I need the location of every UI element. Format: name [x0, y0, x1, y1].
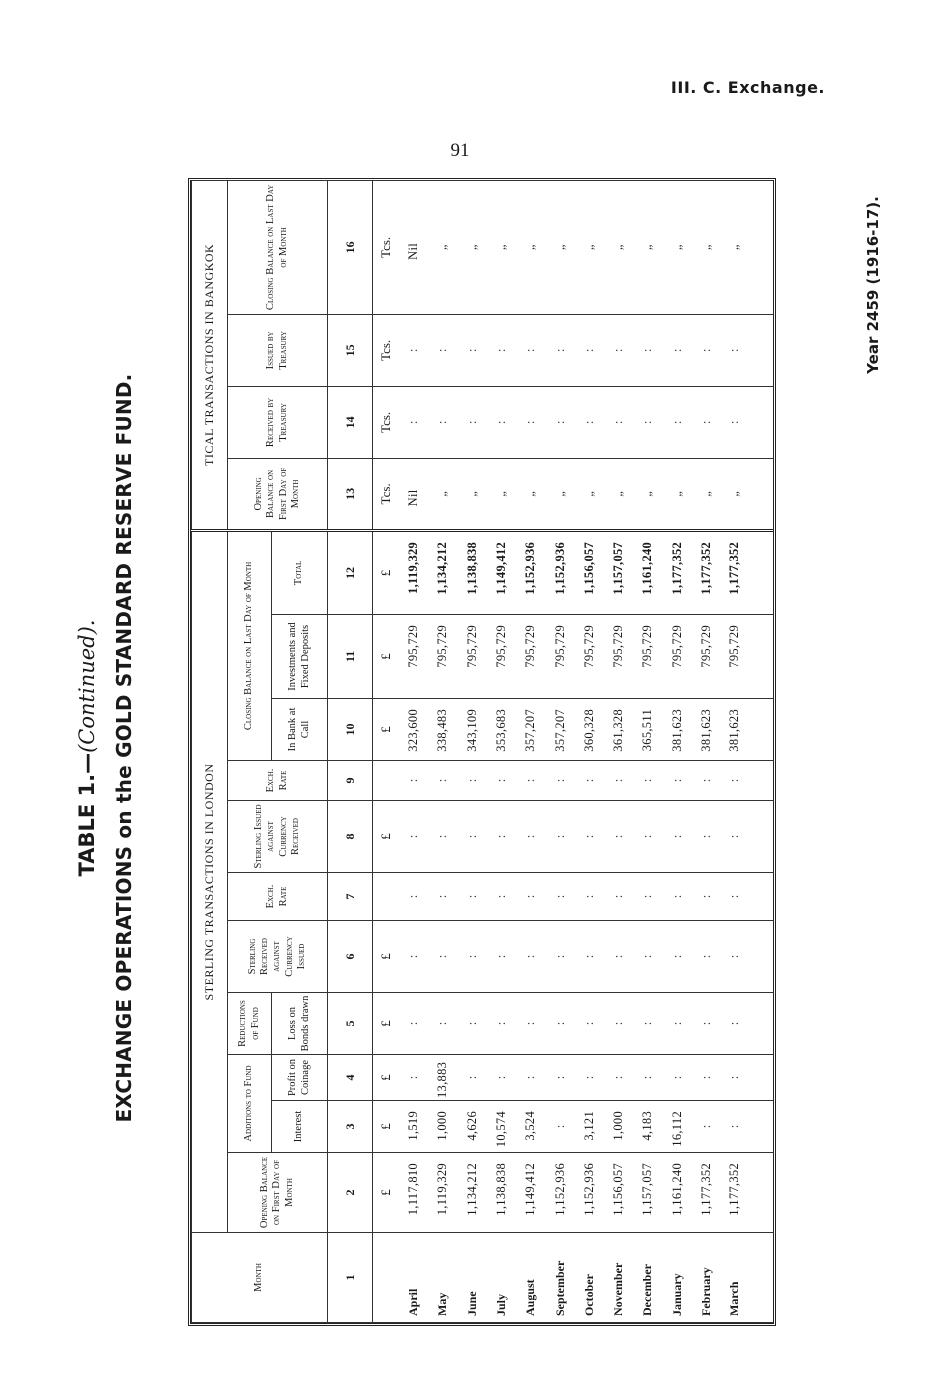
value-cell-col-10: 357,207 — [516, 699, 545, 761]
value-cell-col-13: „ — [663, 458, 692, 530]
value-cell-col-8: : — [428, 801, 457, 873]
value-cell-col-15: : — [487, 314, 516, 386]
value-cell-col-4: : — [604, 1055, 633, 1101]
unit-label — [373, 1233, 400, 1323]
unit-label: £ — [373, 993, 400, 1055]
header-reductions: Reductions of Fund — [228, 993, 272, 1055]
value-cell-col-8: : — [458, 801, 487, 873]
value-cell-col-2: 1,134,212 — [458, 1153, 487, 1233]
value-cell-col-13: „ — [516, 458, 545, 530]
value-cell-col-8: : — [487, 801, 516, 873]
column-number: 14 — [328, 386, 373, 458]
header-interest: Interest — [272, 1101, 328, 1153]
value-cell-col-11: 795,729 — [663, 615, 692, 699]
column-number: 10 — [328, 699, 373, 761]
value-cell-col-13: „ — [604, 458, 633, 530]
unit-label: £ — [373, 801, 400, 873]
header-tical-opening: Opening Balance on First Day of Month — [228, 458, 328, 530]
value-cell-col-3: 1,000 — [428, 1101, 457, 1153]
value-cell-col-8: : — [604, 801, 633, 873]
value-cell-col-16: „ — [633, 180, 662, 314]
value-cell-col-14: : — [575, 386, 604, 458]
section-reference: III. C. Exchange. — [670, 78, 825, 97]
value-cell-col-11: 795,729 — [516, 615, 545, 699]
column-number: 12 — [328, 530, 373, 614]
value-cell-col-10: 357,207 — [545, 699, 574, 761]
value-cell-col-16: „ — [458, 180, 487, 314]
value-cell-col-9: : — [604, 761, 633, 801]
value-cell-col-9: : — [458, 761, 487, 801]
value-cell-col-6: : — [458, 921, 487, 993]
value-cell-col-10: 338,483 — [428, 699, 457, 761]
value-cell-col-3: 16,112 — [663, 1101, 692, 1153]
table-row — [575, 180, 604, 1322]
value-cell-col-7: : — [399, 873, 428, 921]
unit-label: £ — [373, 615, 400, 699]
value-cell-col-16: „ — [428, 180, 457, 314]
table-title-continued: (Continued). — [75, 619, 99, 753]
value-cell-col-2: 1,152,936 — [575, 1153, 604, 1233]
column-number: 8 — [328, 801, 373, 873]
value-cell-col-9: : — [663, 761, 692, 801]
value-cell-col-11: 795,729 — [399, 615, 428, 699]
value-cell-col-7: : — [721, 873, 773, 921]
value-cell-col-5: : — [458, 993, 487, 1055]
header-additions: Additions to Fund — [228, 1055, 272, 1153]
column-number-row — [328, 180, 373, 1322]
month-cell: December — [633, 1233, 662, 1323]
value-cell-col-4: : — [516, 1055, 545, 1101]
value-cell-col-13: „ — [428, 458, 457, 530]
value-cell-col-14: : — [633, 386, 662, 458]
column-number: 13 — [328, 458, 373, 530]
month-cell: August — [516, 1233, 545, 1323]
page-number: 91 — [450, 140, 470, 161]
value-cell-col-3: 4,626 — [458, 1101, 487, 1153]
unit-label — [373, 761, 400, 801]
value-cell-col-5: : — [692, 993, 721, 1055]
value-cell-col-15: : — [663, 314, 692, 386]
value-cell-col-13: „ — [458, 458, 487, 530]
header-exch-rate-9: Exch. Rate — [228, 761, 328, 801]
value-cell-col-3: 10,574 — [487, 1101, 516, 1153]
column-number: 4 — [328, 1055, 373, 1101]
value-cell-col-6: : — [692, 921, 721, 993]
value-cell-col-5: : — [545, 993, 574, 1055]
value-cell-col-12: 1,152,936 — [545, 530, 574, 614]
header-exch-rate-7: Exch. Rate — [228, 873, 328, 921]
header-issued-by-treasury: Issued by Treasury — [228, 314, 328, 386]
column-number: 3 — [328, 1101, 373, 1153]
value-cell-col-11: 795,729 — [575, 615, 604, 699]
table-row — [428, 180, 457, 1322]
value-cell-col-8: : — [545, 801, 574, 873]
value-cell-col-12: 1,156,057 — [575, 530, 604, 614]
unit-label: £ — [373, 530, 400, 614]
table-row — [692, 180, 721, 1322]
table-row — [633, 180, 662, 1322]
value-cell-col-2: 1,152,936 — [545, 1153, 574, 1233]
value-cell-col-15: : — [721, 314, 773, 386]
value-cell-col-12: 1,177,352 — [663, 530, 692, 614]
value-cell-col-16: Nil — [399, 180, 428, 314]
unit-label: £ — [373, 1055, 400, 1101]
value-cell-col-14: : — [487, 386, 516, 458]
value-cell-col-3: : — [692, 1101, 721, 1153]
value-cell-col-5: : — [663, 993, 692, 1055]
value-cell-col-4: : — [458, 1055, 487, 1101]
value-cell-col-15: : — [399, 314, 428, 386]
value-cell-col-4: : — [721, 1055, 773, 1101]
value-cell-col-14: : — [516, 386, 545, 458]
value-cell-col-14: : — [428, 386, 457, 458]
value-cell-col-9: : — [516, 761, 545, 801]
value-cell-col-10: 323,600 — [399, 699, 428, 761]
value-cell-col-4: : — [633, 1055, 662, 1101]
unit-label — [373, 873, 400, 921]
value-cell-col-4: : — [399, 1055, 428, 1101]
column-number: 11 — [328, 615, 373, 699]
month-cell: October — [575, 1233, 604, 1323]
value-cell-col-15: : — [604, 314, 633, 386]
unit-label: £ — [373, 921, 400, 993]
value-cell-col-7: : — [604, 873, 633, 921]
value-cell-col-9: : — [428, 761, 457, 801]
value-cell-col-16: „ — [604, 180, 633, 314]
unit-row — [373, 180, 400, 1322]
exchange-operations-table — [191, 180, 773, 1323]
value-cell-col-8: : — [516, 801, 545, 873]
value-cell-col-8: : — [575, 801, 604, 873]
value-cell-col-6: : — [604, 921, 633, 993]
value-cell-col-3: : — [545, 1101, 574, 1153]
value-cell-col-8: : — [633, 801, 662, 873]
value-cell-col-4: : — [663, 1055, 692, 1101]
table-row — [604, 180, 633, 1322]
unit-label: Tcs. — [373, 458, 400, 530]
value-cell-col-2: 1,161,240 — [663, 1153, 692, 1233]
value-cell-col-10: 381,623 — [692, 699, 721, 761]
value-cell-col-10: 365,511 — [633, 699, 662, 761]
value-cell-col-14: : — [721, 386, 773, 458]
value-cell-col-11: 795,729 — [721, 615, 773, 699]
value-cell-col-11: 795,729 — [633, 615, 662, 699]
value-cell-col-16: „ — [487, 180, 516, 314]
column-number: 7 — [328, 873, 373, 921]
value-cell-col-10: 353,683 — [487, 699, 516, 761]
value-cell-col-12: 1,149,412 — [487, 530, 516, 614]
value-cell-col-13: „ — [692, 458, 721, 530]
value-cell-col-3: 1,519 — [399, 1101, 428, 1153]
value-cell-col-5: : — [604, 993, 633, 1055]
value-cell-col-2: 1,117,810 — [399, 1153, 428, 1233]
value-cell-col-5: : — [487, 993, 516, 1055]
month-cell: November — [604, 1233, 633, 1323]
month-cell: July — [487, 1233, 516, 1323]
value-cell-col-12: 1,152,936 — [516, 530, 545, 614]
value-cell-col-15: : — [692, 314, 721, 386]
table-row — [399, 180, 428, 1322]
value-cell-col-11: 795,729 — [487, 615, 516, 699]
value-cell-col-8: : — [692, 801, 721, 873]
value-cell-col-6: : — [428, 921, 457, 993]
month-cell: June — [458, 1233, 487, 1323]
value-cell-col-14: : — [545, 386, 574, 458]
value-cell-col-9: : — [721, 761, 773, 801]
value-cell-col-9: : — [487, 761, 516, 801]
value-cell-col-12: 1,157,057 — [604, 530, 633, 614]
value-cell-col-7: : — [487, 873, 516, 921]
header-closing-balance: Closing Balance on Last Day of Month — [228, 530, 272, 760]
value-cell-col-14: : — [692, 386, 721, 458]
value-cell-col-4: : — [487, 1055, 516, 1101]
month-cell: September — [545, 1233, 574, 1323]
table-title-label: TABLE 1.— — [75, 752, 99, 877]
unit-label: £ — [373, 699, 400, 761]
value-cell-col-11: 795,729 — [545, 615, 574, 699]
table-row — [458, 180, 487, 1322]
value-cell-col-4: : — [545, 1055, 574, 1101]
value-cell-col-2: 1,157,057 — [633, 1153, 662, 1233]
value-cell-col-14: : — [458, 386, 487, 458]
column-number: 1 — [328, 1233, 373, 1323]
value-cell-col-11: 795,729 — [604, 615, 633, 699]
value-cell-col-6: : — [575, 921, 604, 993]
value-cell-col-13: „ — [633, 458, 662, 530]
value-cell-col-2: 1,177,352 — [692, 1153, 721, 1233]
value-cell-col-6: : — [545, 921, 574, 993]
header-profit-on-coinage: Profit on Coinage — [272, 1055, 328, 1101]
column-number: 15 — [328, 314, 373, 386]
value-cell-col-9: : — [633, 761, 662, 801]
value-cell-col-10: 381,623 — [663, 699, 692, 761]
header-investments: Investments and Fixed Deposits — [272, 615, 328, 699]
value-cell-col-15: : — [458, 314, 487, 386]
header-sterling-received: Sterling Received against Currency Issued — [228, 921, 328, 993]
value-cell-col-12: 1,161,240 — [633, 530, 662, 614]
value-cell-col-7: : — [663, 873, 692, 921]
value-cell-col-5: : — [575, 993, 604, 1055]
value-cell-col-8: : — [721, 801, 773, 873]
value-cell-col-6: : — [663, 921, 692, 993]
value-cell-col-14: : — [663, 386, 692, 458]
value-cell-col-9: : — [575, 761, 604, 801]
value-cell-col-5: : — [516, 993, 545, 1055]
value-cell-col-12: 1,177,352 — [692, 530, 721, 614]
value-cell-col-7: : — [516, 873, 545, 921]
column-number: 9 — [328, 761, 373, 801]
column-number: 6 — [328, 921, 373, 993]
table-title — [75, 620, 99, 877]
value-cell-col-3: 3,524 — [516, 1101, 545, 1153]
value-cell-col-7: : — [575, 873, 604, 921]
month-cell: April — [399, 1233, 428, 1323]
value-cell-col-3: 1,000 — [604, 1101, 633, 1153]
value-cell-col-16: „ — [692, 180, 721, 314]
table-frame — [188, 178, 776, 1326]
value-cell-col-5: : — [399, 993, 428, 1055]
table-row — [487, 180, 516, 1322]
header-tical-closing: Closing Balance on Last Day of Month — [228, 180, 328, 314]
header-in-bank: In Bank at Call — [272, 699, 328, 761]
header-sterling-transactions: STERLING TRANSACTIONS IN LONDON — [192, 530, 228, 1232]
table-subtitle: EXCHANGE OPERATIONS on the GOLD STANDARD RESERVE FUND. — [112, 373, 136, 1123]
value-cell-col-3: 4,183 — [633, 1101, 662, 1153]
value-cell-col-9: : — [545, 761, 574, 801]
value-cell-col-15: : — [633, 314, 662, 386]
value-cell-col-10: 360,328 — [575, 699, 604, 761]
value-cell-col-15: : — [516, 314, 545, 386]
value-cell-col-6: : — [633, 921, 662, 993]
rotated-table-container — [191, 181, 773, 1323]
value-cell-col-10: 343,109 — [458, 699, 487, 761]
column-number: 5 — [328, 993, 373, 1055]
value-cell-col-5: : — [428, 993, 457, 1055]
value-cell-col-3: 3,121 — [575, 1101, 604, 1153]
unit-label: £ — [373, 1153, 400, 1233]
value-cell-col-16: „ — [516, 180, 545, 314]
value-cell-col-9: : — [692, 761, 721, 801]
unit-label: Tcs. — [373, 314, 400, 386]
value-cell-col-4: : — [692, 1055, 721, 1101]
value-cell-col-10: 361,328 — [604, 699, 633, 761]
month-cell: March — [721, 1233, 773, 1323]
header-opening-balance: Opening Balance on First Day of Month — [228, 1153, 328, 1233]
value-cell-col-2: 1,119,329 — [428, 1153, 457, 1233]
value-cell-col-12: 1,177,352 — [721, 530, 773, 614]
value-cell-col-13: „ — [487, 458, 516, 530]
table-row — [545, 180, 574, 1322]
value-cell-col-7: : — [458, 873, 487, 921]
value-cell-col-7: : — [545, 873, 574, 921]
value-cell-col-11: 795,729 — [458, 615, 487, 699]
value-cell-col-15: : — [575, 314, 604, 386]
table-row — [516, 180, 545, 1322]
month-cell: January — [663, 1233, 692, 1323]
value-cell-col-12: 1,119,329 — [399, 530, 428, 614]
unit-label: Tcs. — [373, 180, 400, 314]
header-tical-transactions: TICAL TRANSACTIONS IN BANGKOK — [192, 180, 228, 530]
value-cell-col-13: „ — [575, 458, 604, 530]
unit-label: Tcs. — [373, 386, 400, 458]
value-cell-col-9: : — [399, 761, 428, 801]
value-cell-col-11: 795,729 — [692, 615, 721, 699]
value-cell-col-5: : — [633, 993, 662, 1055]
value-cell-col-13: „ — [545, 458, 574, 530]
table-row — [663, 180, 692, 1322]
value-cell-col-11: 795,729 — [428, 615, 457, 699]
month-cell: February — [692, 1233, 721, 1323]
month-cell: May — [428, 1233, 457, 1323]
value-cell-col-10: 381,623 — [721, 699, 773, 761]
table-body — [399, 180, 773, 1322]
value-cell-col-15: : — [545, 314, 574, 386]
value-cell-col-6: : — [721, 921, 773, 993]
value-cell-col-14: : — [399, 386, 428, 458]
value-cell-col-15: : — [428, 314, 457, 386]
header-loss-on-bonds: Loss on Bonds drawn — [272, 993, 328, 1055]
value-cell-col-16: „ — [545, 180, 574, 314]
year-label: Year 2459 (1916-17). — [864, 196, 882, 374]
table-row — [721, 180, 773, 1322]
column-number: 16 — [328, 180, 373, 314]
value-cell-col-16: „ — [663, 180, 692, 314]
value-cell-col-16: „ — [721, 180, 773, 314]
value-cell-col-6: : — [399, 921, 428, 993]
value-cell-col-8: : — [663, 801, 692, 873]
value-cell-col-13: Nil — [399, 458, 428, 530]
value-cell-col-12: 1,134,212 — [428, 530, 457, 614]
header-total: Total — [272, 530, 328, 614]
value-cell-col-2: 1,138,838 — [487, 1153, 516, 1233]
value-cell-col-16: „ — [575, 180, 604, 314]
value-cell-col-8: : — [399, 801, 428, 873]
value-cell-col-6: : — [516, 921, 545, 993]
value-cell-col-2: 1,177,352 — [721, 1153, 773, 1233]
unit-label: £ — [373, 1101, 400, 1153]
value-cell-col-7: : — [428, 873, 457, 921]
header-month: Month — [192, 1233, 328, 1323]
column-number: 2 — [328, 1153, 373, 1233]
value-cell-col-7: : — [692, 873, 721, 921]
value-cell-col-3: : — [721, 1101, 773, 1153]
value-cell-col-5: : — [721, 993, 773, 1055]
value-cell-col-14: : — [604, 386, 633, 458]
value-cell-col-13: „ — [721, 458, 773, 530]
header-received-by-treasury: Received by Treasury — [228, 386, 328, 458]
value-cell-col-2: 1,149,412 — [516, 1153, 545, 1233]
header-sterling-issued: Sterling Issued against Currency Received — [228, 801, 328, 873]
value-cell-col-4: : — [575, 1055, 604, 1101]
value-cell-col-2: 1,156,057 — [604, 1153, 633, 1233]
value-cell-col-12: 1,138,838 — [458, 530, 487, 614]
value-cell-col-6: : — [487, 921, 516, 993]
value-cell-col-7: : — [633, 873, 662, 921]
value-cell-col-4: 13,883 — [428, 1055, 457, 1101]
